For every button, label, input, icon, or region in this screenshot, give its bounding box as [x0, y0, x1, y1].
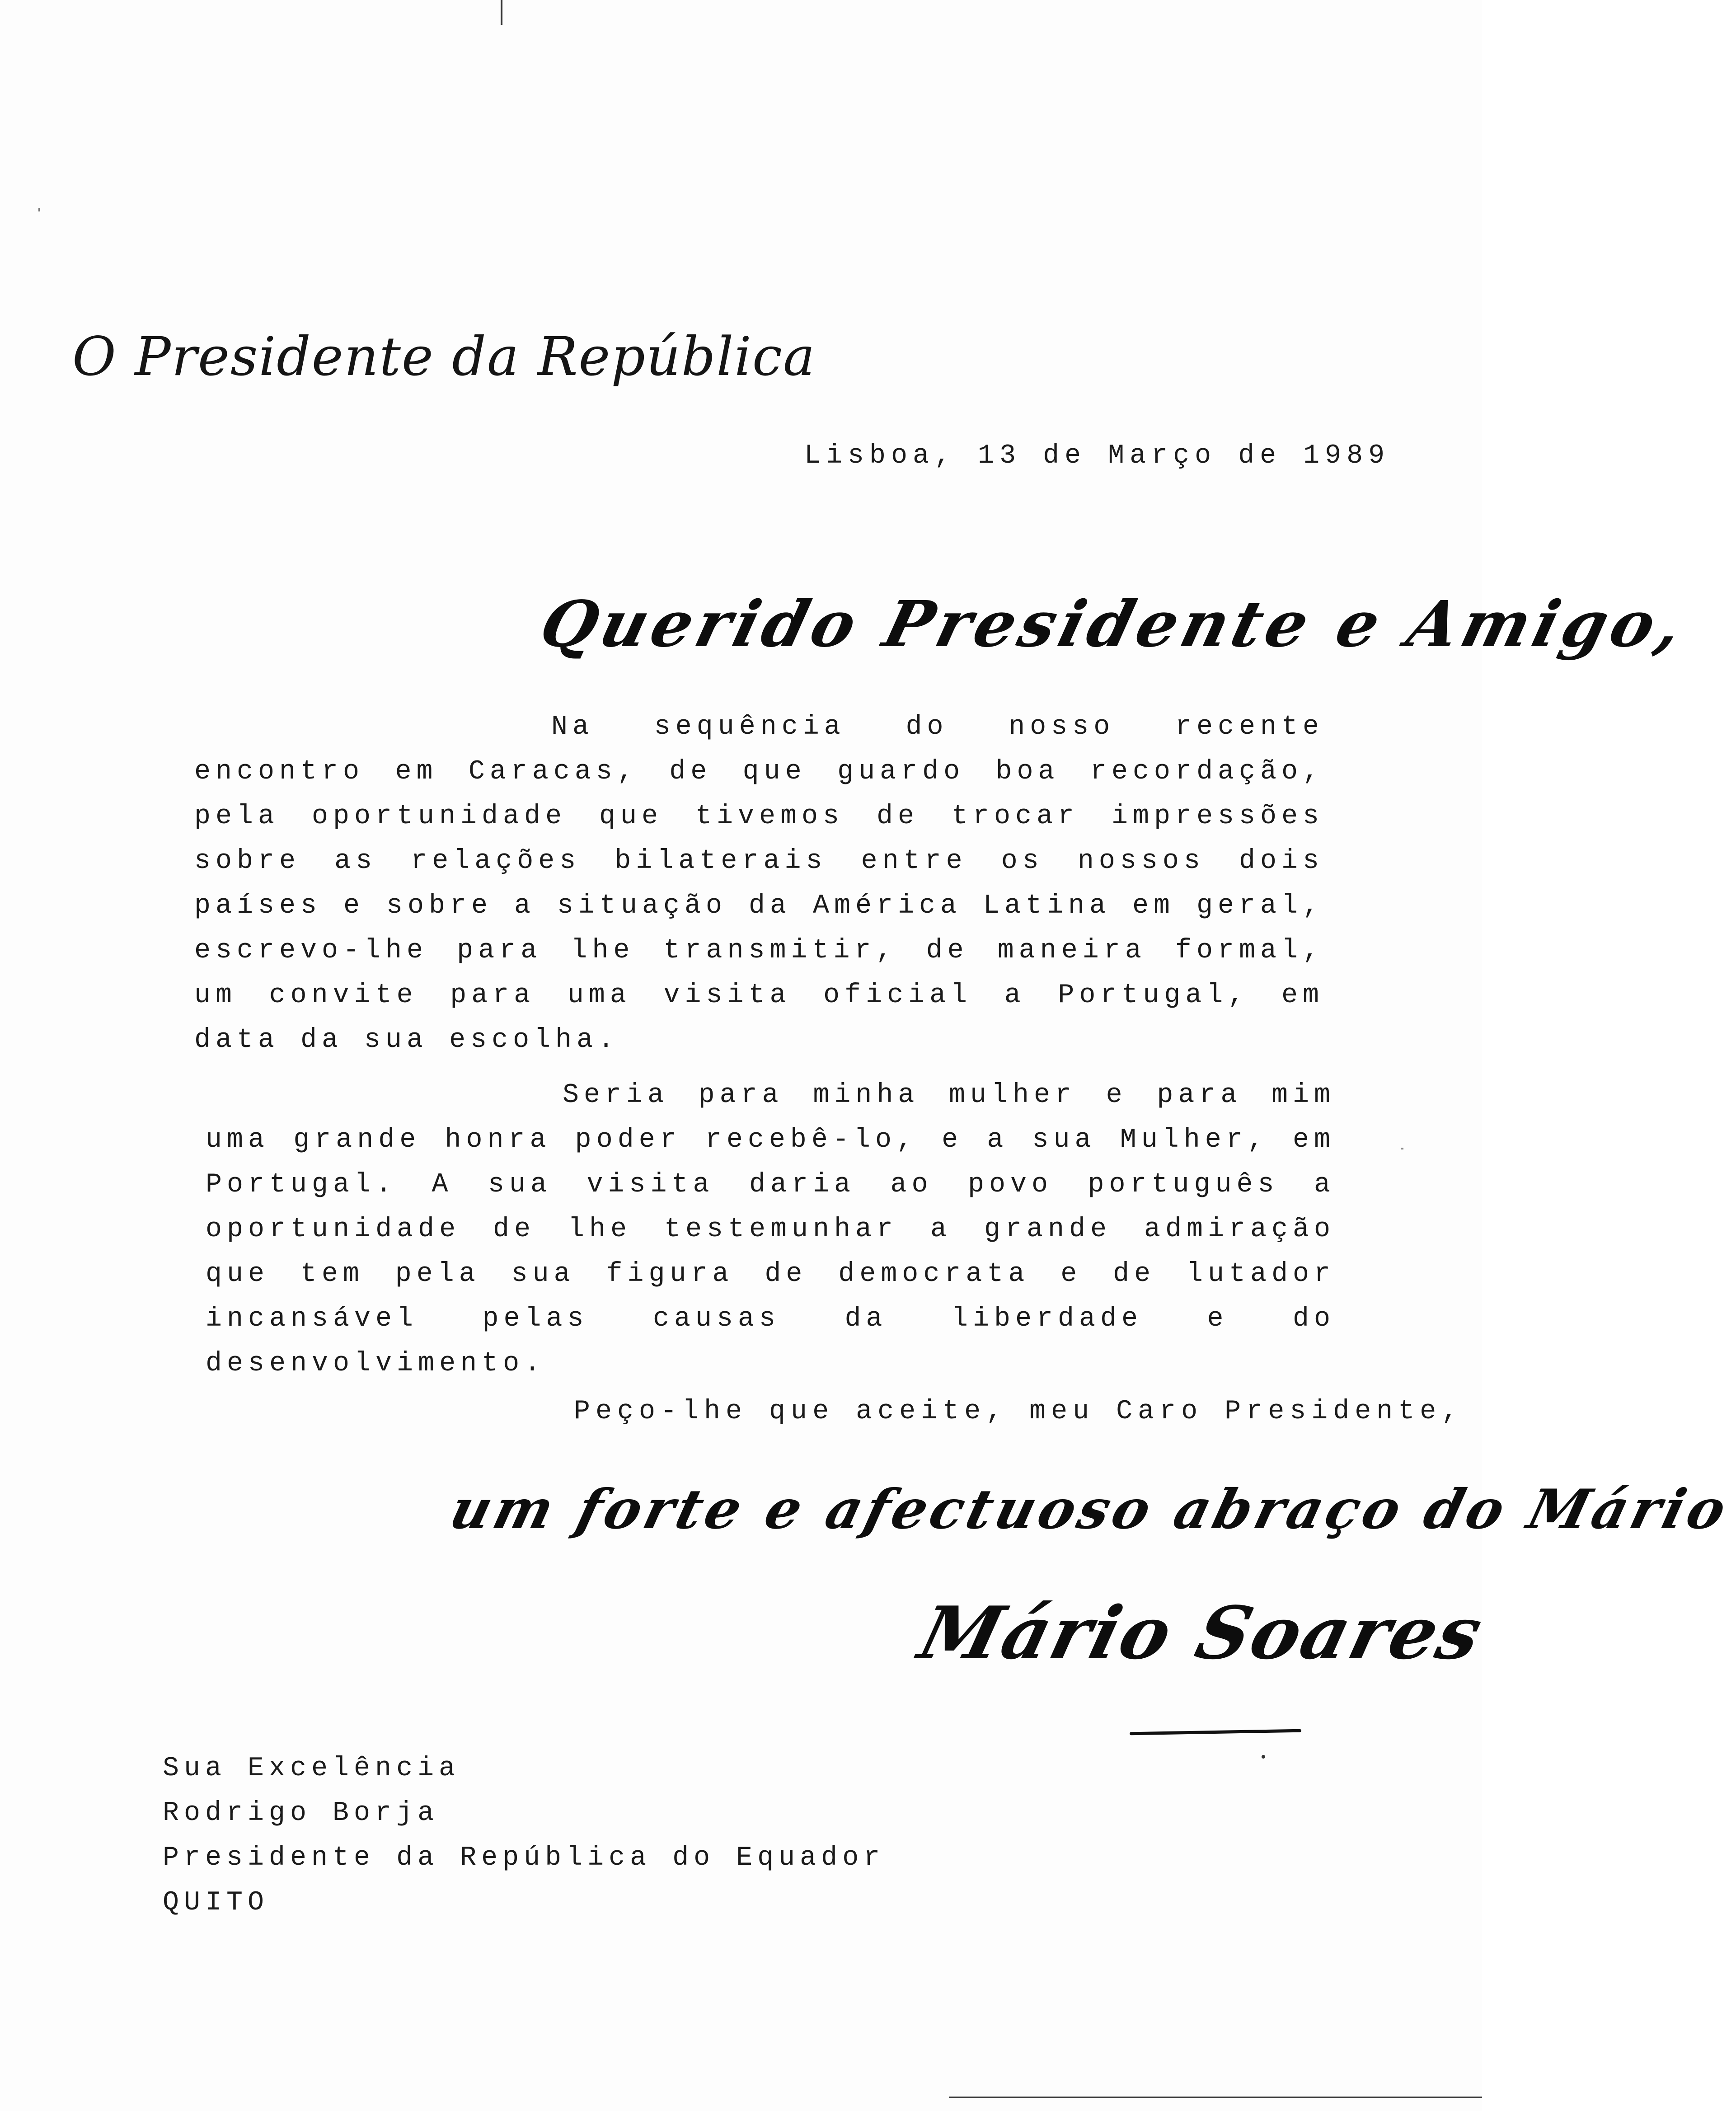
addressee-name: Rodrigo Borja — [163, 1798, 439, 1829]
scan-speck — [38, 208, 40, 211]
signature: Mário Soares — [911, 1590, 1492, 1675]
handwritten-closing: um forte e afectuoso abraço do Mário — [444, 1478, 1736, 1541]
paragraph-1-first-line: Na sequência do nosso recente encontro — [194, 712, 1324, 787]
addressee-city: QUITO — [163, 1887, 269, 1918]
addressee-title: Presidente da República do Equador — [163, 1843, 885, 1873]
paragraph-1-text: em Caracas, de que guardo boa recordação, pela oportunidade que tivemos de trocar impressões sobre as relações bilaterais entre os nossos dois países e sobre a situação da América Latina em geral, escrevo-lhe para lhe transmitir, de maneira formal, um convite para uma visita oficial a Portugal, em data da sua escolha. — [194, 756, 1324, 1056]
scan-mark — [501, 0, 502, 25]
body-paragraph-1 — [194, 705, 1324, 1063]
signature-underline — [1130, 1729, 1301, 1736]
letterhead: O Presidente da República — [72, 325, 816, 388]
scan-edge-line — [949, 2097, 1482, 2098]
letter-date: Lisboa, 13 de Março de 1989 — [804, 441, 1390, 471]
body-paragraph-2 — [206, 1073, 1335, 1386]
scan-speck — [1401, 1148, 1403, 1149]
ink-dot — [1262, 1755, 1265, 1759]
closing-typed: Peço-lhe que aceite, meu Caro Presidente, — [574, 1396, 1464, 1427]
addressee-block — [163, 1746, 885, 1925]
handwritten-salutation: Querido Presidente e Amigo, — [533, 587, 1694, 661]
paragraph-2-first-line: Seria para minha mulher e para mim uma — [206, 1080, 1335, 1155]
paragraph-2-text: grande honra poder recebê-lo, e a sua Mulher, em Portugal. A sua visita daria ao povo português a oportunidade de lhe testemunhar a grande admiração que tem pela sua figura de democrata e de lutador incansável pelas causas da liberdade e do desenvolvimento. — [206, 1125, 1336, 1379]
addressee-line: Sua Excelência — [163, 1753, 460, 1784]
